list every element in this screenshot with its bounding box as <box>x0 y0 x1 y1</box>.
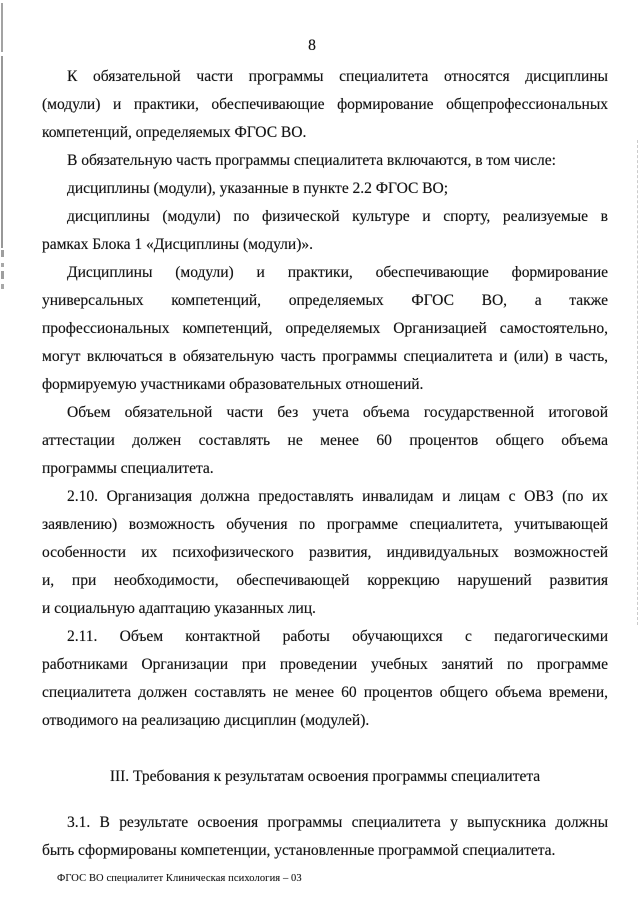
text-line: дисциплины (модули), указанные в пункте 2.2 ФГОС ВО; <box>67 180 449 197</box>
text-line: и, при необходимости, обеспечивающей коррекцию нарушений развития <box>42 572 608 589</box>
text-line: 2.10. Организация должна предоставлять инвалидам и лицам с ОВЗ (по их <box>67 488 608 505</box>
text-line: быть сформированы компетенции, установленные программой специалитета. <box>42 842 556 859</box>
text-line: (модули) и практики, обеспечивающие формирование общепрофессиональных <box>42 96 608 113</box>
scan-artifact-left-dash <box>1 250 4 257</box>
paragraph <box>42 399 608 483</box>
text-line: универсальных компетенций, определяемых ФГОС ВО, а также <box>42 292 608 309</box>
paragraph <box>42 259 608 399</box>
paragraph <box>42 63 608 147</box>
page-number: 8 <box>308 37 316 54</box>
text-line: Объем обязательной части без учета объема государственной итоговой <box>67 404 608 421</box>
text-line: 3.1. В результате освоения программы специалитета у выпускника должны <box>67 814 608 831</box>
scan-artifact-left-dash <box>1 271 4 279</box>
text-line: могут включаться в обязательную часть программы специалитета и (или) в часть, <box>42 348 608 365</box>
text-line: аттестации должен составлять не менее 60 процентов общего объема <box>42 432 608 449</box>
text-line: специалитета должен составлять не менее 60 процентов общего объема времени, <box>42 684 608 701</box>
text-line: 2.11. Объем контактной работы обучающихся с педагогическими <box>67 628 608 645</box>
scan-artifact-left-dash <box>1 284 4 289</box>
text-line: работниками Организации при проведении учебных занятий по программе <box>42 656 608 673</box>
text-line: особенности их психофизического развития, индивидуальных возможностей <box>42 544 608 561</box>
text-line: и социальную адаптацию указанных лиц. <box>42 600 316 617</box>
text-line: заявлению) возможность обучения по программе специалитета, учитывающей <box>42 516 608 533</box>
paragraph <box>42 623 608 735</box>
text-line: К обязательной части программы специалитета относятся дисциплины <box>67 68 608 85</box>
text-line: дисциплины (модули) по физической культуре и спорту, реализуемые в <box>67 208 608 225</box>
paragraph <box>42 175 608 203</box>
scan-artifact-left-line <box>1 56 3 248</box>
footer-text: ФГОС ВО специалитет Клиническая психология – 03 <box>57 873 302 884</box>
text-line: отводимого на реализацию дисциплин (модулей). <box>42 712 370 729</box>
text-line: Дисциплины (модули) и практики, обеспечивающие формирование <box>67 264 608 281</box>
text-line: программы специалитета. <box>42 460 214 477</box>
document-body <box>42 63 608 865</box>
paragraph <box>42 483 608 623</box>
text-line: компетенций, определяемых ФГОС ВО. <box>42 124 307 141</box>
paragraph <box>42 809 608 865</box>
scan-artifact-left-dash <box>1 263 4 267</box>
paragraph <box>42 147 608 175</box>
paragraph <box>42 203 608 259</box>
text-line: формируемую участниками образовательных отношений. <box>42 376 424 393</box>
text-line: В обязательную часть программы специалитета включаются, в том числе: <box>67 152 556 169</box>
section-heading: III. Требования к результатам освоения программы специалитета <box>109 768 541 785</box>
text-line: рамках Блока 1 «Дисциплины (модули)». <box>42 236 313 253</box>
text-line: профессиональных компетенций, определяемых Организацией самостоятельно, <box>42 320 608 337</box>
scan-artifact-right-line <box>637 140 638 625</box>
